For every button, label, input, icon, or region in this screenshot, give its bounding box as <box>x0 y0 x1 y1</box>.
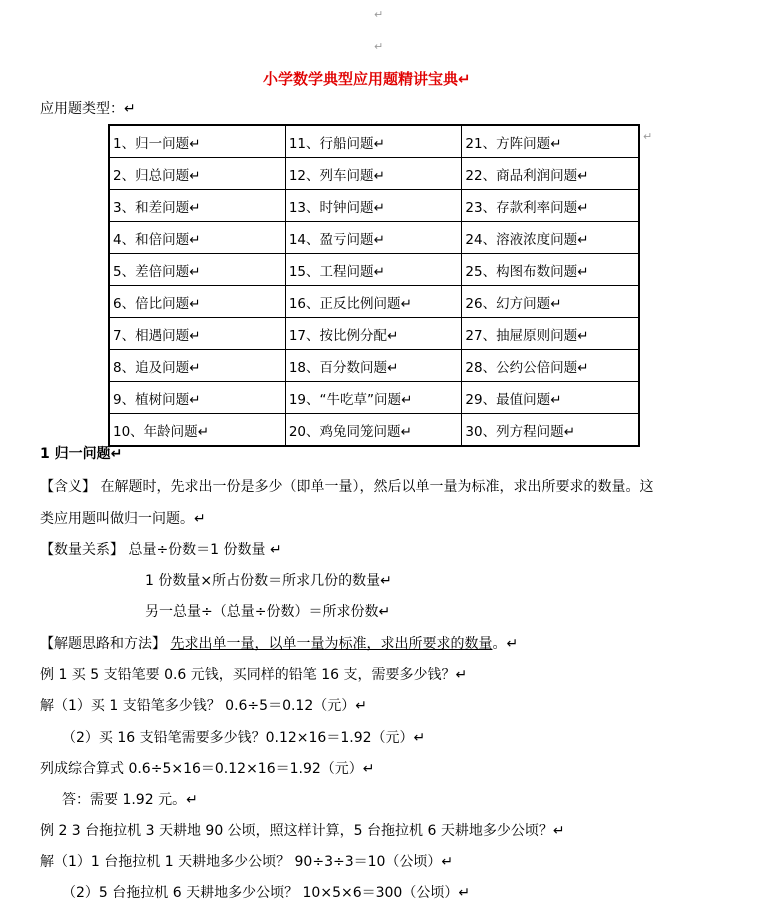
types-cell: 26、幻方问题↵ <box>462 286 639 318</box>
types-cell: 16、正反比例问题↵ <box>285 286 462 318</box>
relation-label: 【数量关系】 <box>40 542 124 558</box>
types-cell: 15、工程问题↵ <box>285 254 462 286</box>
types-cell: 9、植树问题↵ <box>109 382 285 414</box>
meaning-text: 在解题时，先求出一份是多少（即单一量），然后以单一量为标准，求出所要求的数量。这 <box>100 479 654 495</box>
relation-formula: 总量÷份数＝1 份数量 ↵ <box>128 542 282 558</box>
types-cell: 4、和倍问题↵ <box>109 222 285 254</box>
types-cell: 22、商品利润问题↵ <box>462 158 639 190</box>
method-paragraph <box>40 634 518 654</box>
types-cell: 12、列车问题↵ <box>285 158 462 190</box>
example-step: （2）5 台拖拉机 6 天耕地多少公顷？ 10×5×6＝300（公顷）↵ <box>62 885 471 901</box>
example-step: 解（1）买 1 支铅笔多少钱？ 0.6÷5＝0.12（元）↵ <box>40 698 367 714</box>
paragraph-mark: ↵ <box>374 8 384 21</box>
types-cell: 25、构图布数问题↵ <box>462 254 639 286</box>
section-heading: 1 归一问题↵ <box>40 446 123 462</box>
types-cell: 11、行船问题↵ <box>285 125 462 158</box>
method-end: 。↵ <box>492 636 519 652</box>
types-cell: 21、方阵问题↵ <box>462 125 639 158</box>
types-cell: 2、归总问题↵ <box>109 158 285 190</box>
paragraph-mark: ↵ <box>643 130 653 143</box>
types-cell: 13、时钟问题↵ <box>285 190 462 222</box>
types-row <box>109 158 639 190</box>
example-answer: 答：需要 1.92 元。↵ <box>62 792 198 808</box>
relation-paragraph <box>40 540 282 560</box>
meaning-label: 【含义】 <box>40 479 96 495</box>
types-row <box>109 254 639 286</box>
types-cell: 28、公约公倍问题↵ <box>462 350 639 382</box>
relation-formula: 另一总量÷（总量÷份数）＝所求份数↵ <box>145 604 391 620</box>
types-cell: 20、鸡兔同笼问题↵ <box>285 414 462 447</box>
paragraph-mark: ↵ <box>374 40 384 53</box>
types-cell: 19、“牛吃草”问题↵ <box>285 382 462 414</box>
types-cell: 17、按比例分配↵ <box>285 318 462 350</box>
types-table <box>108 124 640 447</box>
types-cell: 30、列方程问题↵ <box>462 414 639 447</box>
types-cell: 7、相遇问题↵ <box>109 318 285 350</box>
example-question: 例 2 3 台拖拉机 3 天耕地 90 公顷，照这样计算，5 台拖拉机 6 天耕地多少公顷？↵ <box>40 823 565 839</box>
example-step: 解（1）1 台拖拉机 1 天耕地多少公顷？ 90÷3÷3＝10（公顷）↵ <box>40 854 454 870</box>
types-cell: 18、百分数问题↵ <box>285 350 462 382</box>
types-row <box>109 286 639 318</box>
types-row <box>109 222 639 254</box>
example-step: （2）买 16 支铅笔需要多少钱？0.12×16＝1.92（元）↵ <box>62 730 426 746</box>
meaning-text-continued: 类应用题叫做归一问题。↵ <box>40 511 206 527</box>
types-cell: 29、最值问题↵ <box>462 382 639 414</box>
types-cell: 24、溶液浓度问题↵ <box>462 222 639 254</box>
method-text: 先求出单一量，以单一量为标准，求出所要求的数量 <box>170 636 493 652</box>
types-cell: 8、追及问题↵ <box>109 350 285 382</box>
example-question: 例 1 买 5 支铅笔要 0.6 元钱，买同样的铅笔 16 支，需要多少钱？↵ <box>40 667 468 683</box>
types-cell: 23、存款利率问题↵ <box>462 190 639 222</box>
document-title: 小学数学典型应用题精讲宝典↵ <box>263 70 471 88</box>
types-cell: 6、倍比问题↵ <box>109 286 285 318</box>
types-heading: 应用题类型：↵ <box>40 101 136 117</box>
types-row <box>109 190 639 222</box>
types-cell: 10、年龄问题↵ <box>109 414 285 447</box>
types-row <box>109 125 639 158</box>
types-cell: 1、归一问题↵ <box>109 125 285 158</box>
relation-formula: 1 份数量×所占份数＝所求几份的数量↵ <box>145 573 392 589</box>
types-row <box>109 382 639 414</box>
types-cell: 14、盈亏问题↵ <box>285 222 462 254</box>
types-cell: 27、抽屉原则问题↵ <box>462 318 639 350</box>
method-label: 【解题思路和方法】 <box>40 636 166 652</box>
example-step: 列成综合算式 0.6÷5×16＝0.12×16＝1.92（元）↵ <box>40 761 375 777</box>
types-row <box>109 350 639 382</box>
types-cell: 5、差倍问题↵ <box>109 254 285 286</box>
types-cell: 3、和差问题↵ <box>109 190 285 222</box>
meaning-paragraph <box>40 477 653 497</box>
types-row <box>109 414 639 447</box>
types-row <box>109 318 639 350</box>
